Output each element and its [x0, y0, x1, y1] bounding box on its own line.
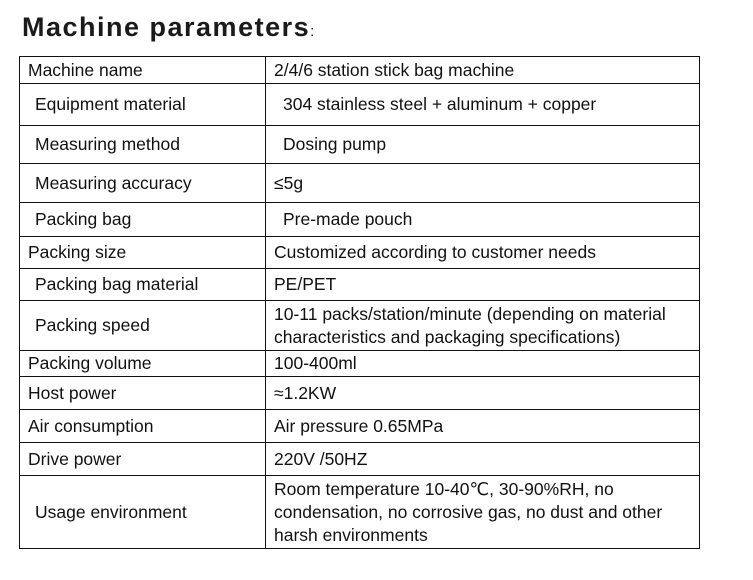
param-value: 10-11 packs/station/minute (depending on material characteristics and packaging specifications)	[266, 301, 700, 351]
table-row	[20, 476, 700, 549]
param-name: Equipment material	[20, 84, 266, 126]
table-row	[20, 203, 700, 237]
param-name: Machine name	[20, 57, 266, 84]
param-name: Packing bag material	[20, 269, 266, 301]
table-row	[20, 269, 700, 301]
param-value: 304 stainless steel + aluminum + copper	[266, 84, 700, 126]
table-row	[20, 84, 700, 126]
param-value: PE/PET	[266, 269, 700, 301]
parameters-table	[19, 56, 700, 549]
param-value: 2/4/6 station stick bag machine	[266, 57, 700, 84]
param-name: Usage environment	[20, 476, 266, 549]
param-name: Packing bag	[20, 203, 266, 237]
param-value: Room temperature 10-40℃, 30-90%RH, no condensation, no corrosive gas, no dust and other harsh environments	[266, 476, 700, 549]
param-name: Packing volume	[20, 351, 266, 377]
param-name: Measuring accuracy	[20, 164, 266, 203]
param-name: Measuring method	[20, 126, 266, 164]
param-name: Air consumption	[20, 410, 266, 443]
table-row	[20, 237, 700, 269]
param-name: Drive power	[20, 443, 266, 476]
table-row	[20, 351, 700, 377]
param-name: Packing speed	[20, 301, 266, 351]
table-row	[20, 377, 700, 410]
param-value: ≤5g	[266, 164, 700, 203]
page-title-text: Machine parameters	[22, 12, 311, 42]
param-name: Packing size	[20, 237, 266, 269]
param-value: Pre-made pouch	[266, 203, 700, 237]
page-title	[22, 12, 316, 43]
param-value: Customized according to customer needs	[266, 237, 700, 269]
table-row	[20, 57, 700, 84]
param-value: Dosing pump	[266, 126, 700, 164]
table-row	[20, 410, 700, 443]
title-colon: :	[310, 23, 316, 40]
table-row	[20, 164, 700, 203]
table-row	[20, 126, 700, 164]
param-name: Host power	[20, 377, 266, 410]
table-row	[20, 301, 700, 351]
param-value: 220V /50HZ	[266, 443, 700, 476]
param-value: ≈1.2KW	[266, 377, 700, 410]
table-row	[20, 443, 700, 476]
param-value: 100-400ml	[266, 351, 700, 377]
param-value: Air pressure 0.65MPa	[266, 410, 700, 443]
